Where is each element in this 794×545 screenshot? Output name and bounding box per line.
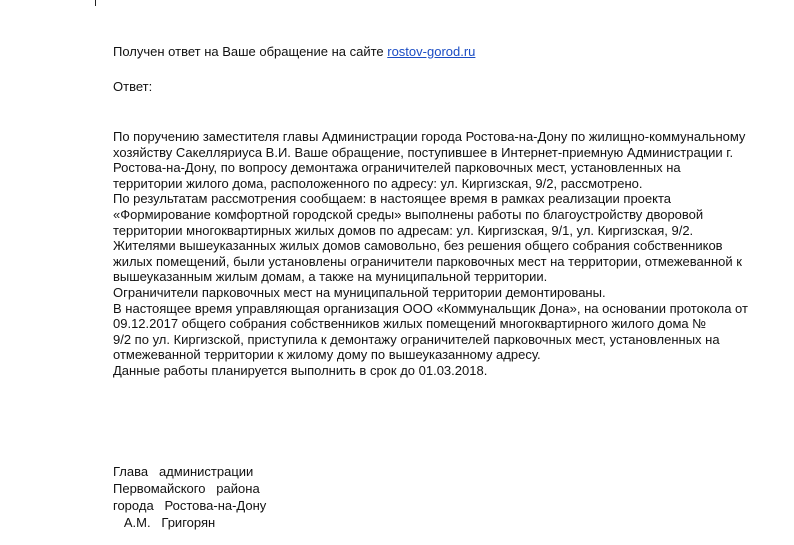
body-line: В настоящее время управляющая организация ООО «Коммунальщик Дона», на основании протокола от (113, 300, 748, 316)
signature-line: А.М. Григорян (113, 515, 216, 530)
body-line: Ограничители парковочных мест на муниципальной территории демонтированы. (113, 284, 606, 300)
page-corner-mark (95, 0, 96, 6)
body-line: хозяйству Сакелляриуса В.И. Ваше обращение, поступившее в Интернет-приемную Администрации г. (113, 144, 734, 160)
answer-label: Ответ: (113, 79, 153, 94)
body-line: Жителями вышеуказанных жилых домов самовольно, без решения общего собрания собственников (113, 238, 723, 254)
site-link[interactable]: rostov-gorod.ru (387, 44, 476, 59)
header-text: Получен ответ на Ваше обращение на сайте (113, 44, 388, 59)
body-line: «Формирование комфортной городской среды» выполнены работы по благоустройству дворовой (113, 206, 704, 222)
signature-block (113, 463, 266, 531)
body-line: отмежеванной территории к жилому дому по вышеуказанному адресу. (113, 347, 541, 363)
signature-line: города Ростова-на-Дону (113, 498, 267, 513)
answer-body (113, 129, 753, 379)
notification-header (113, 44, 475, 60)
body-line: По результатам рассмотрения сообщаем: в настоящее время в рамках реализации проекта (113, 191, 672, 207)
body-line: жилых помещений, были установлены ограничители парковочных мест на территории, отмежеванной к (113, 253, 742, 269)
body-line: По поручению заместителя главы Администрации города Ростова-на-Дону по жилищно-коммунальному (113, 129, 746, 144)
body-line: вышеуказанным жилым домам, а также на муниципальной территории. (113, 269, 548, 285)
body-line: территории многоквартирных жилых домов по адресам: ул. Киргизская, 9/1, ул. Киргизская, 9/2. (113, 222, 694, 238)
body-line: территории жилого дома, расположенного по адресу: ул. Киргизская, 9/2, рассмотрено. (113, 175, 643, 191)
body-line: Данные работы планируется выполнить в срок до 01.03.2018. (113, 362, 488, 378)
signature-line: Первомайского района (113, 481, 260, 496)
body-line: 9/2 по ул. Киргизской, приступила к демонтажу ограничителей парковочных мест, установленных на (113, 331, 720, 347)
body-line: Ростова-на-Дону, по вопросу демонтажа ограничителей парковочных мест, установленных на (113, 160, 681, 176)
body-line: 09.12.2017 общего собрания собственников жилых помещений многоквартирного жилого дома № (113, 316, 707, 332)
signature-line: Глава администрации (113, 464, 254, 479)
